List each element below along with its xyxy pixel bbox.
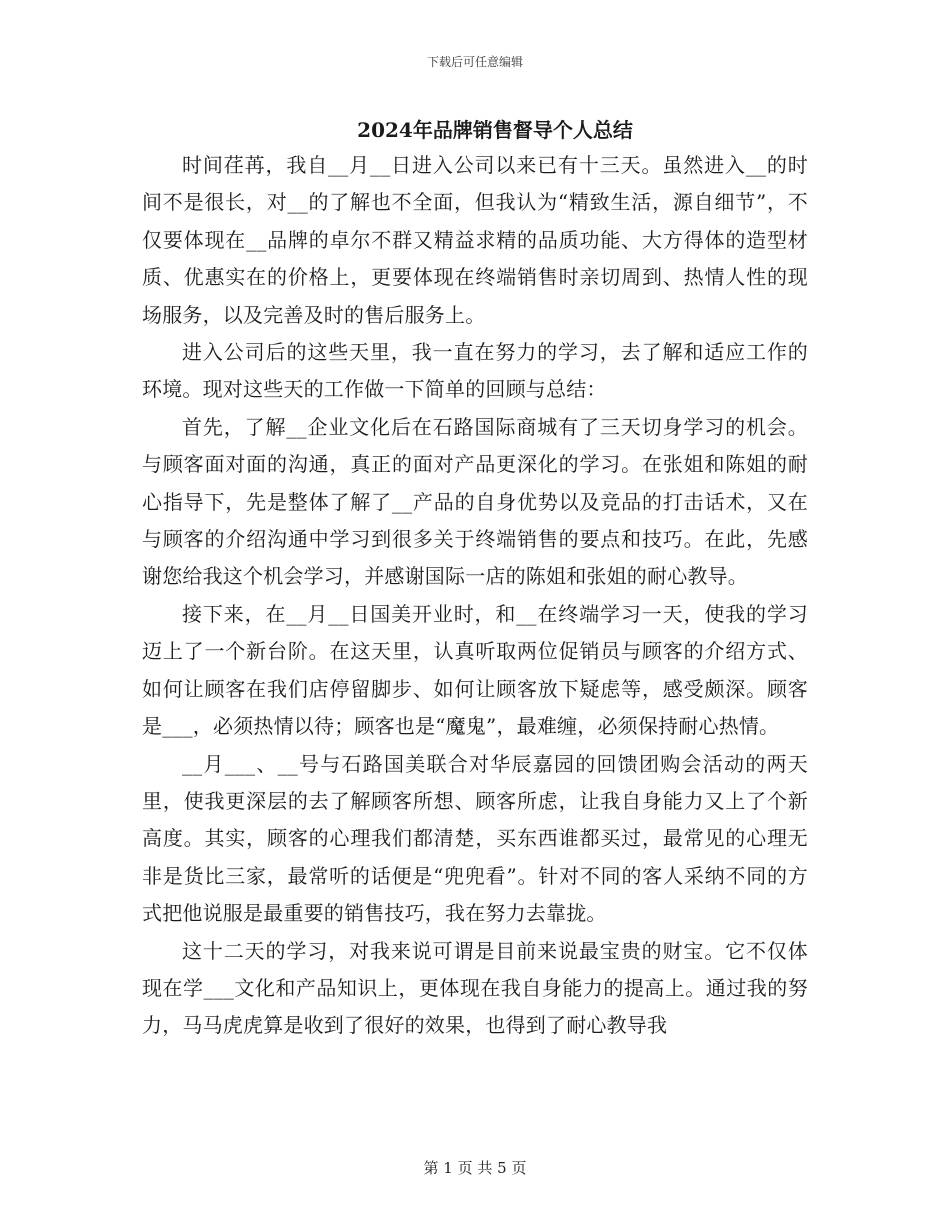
paragraph: 进入公司后的这些天里，我一直在努力的学习，去了解和适应工作的环境。现对这些天的工作做一下简单的回顾与总结： [142,340,808,402]
paragraph: 首先，了解__企业文化后在石路国际商城有了三天切身学习的机会。与顾客面对面的沟通，真正的面对产品更深化的学习。在张姐和陈姐的耐心指导下，先是整体了解了__产品的自身优势以及竞品的打击话术，又在与顾客的介绍沟通中学习到很多关于终端销售的要点和技巧。在此，先感谢您给我这个机会学习，并感谢国际一店的陈姐和张姐的耐心教导。 [142,414,808,589]
paragraph: 这十二天的学习，对我来说可谓是目前来说最宝贵的财宝。它不仅体现在学___文化和产品知识上，更体现在我自身能力的提高上。通过我的努力，马马虎虎算是收到了很好的效果，也得到了耐心教导我 [142,938,808,1038]
document-body [142,147,808,1045]
paragraph: 接下来，在__月__日国美开业时，和__在终端学习一天，使我的学习迈上了一个新台阶。在这天里，认真听取两位促销员与顾客的介绍方式、如何让顾客在我们店停留脚步、如何让顾客放下疑虑等，感受颇深。顾客是___，必须热情以待；顾客也是“魔鬼”，最难缠，必须保持耐心热情。 [142,601,808,739]
page-header-note: 下载后可任意编辑 [426,55,523,69]
page-number: 第 1 页 共 5 页 [423,1159,527,1177]
document-title: 2024年品牌销售督导个人总结 [357,118,633,142]
paragraph: __月___、__号与石路国美联合对华辰嘉园的回馈团购会活动的两天里，使我更深层的去了解顾客所想、顾客所虑，让我自身能力又上了个新高度。其实，顾客的心理我们都清楚，买东西谁都买过，最常见的心理无非是货比三家，最常听的话便是“兜兜看”。针对不同的客人采纳不同的方式把他说服是最重要的销售技巧，我在努力去靠拢。 [142,751,808,926]
paragraph: 时间荏苒，我自__月__日进入公司以来已有十三天。虽然进入__的时间不是很长，对__的了解也不全面，但我认为“精致生活，源自细节”，不仅要体现在__品牌的卓尔不群又精益求精的品质功能、大方得体的造型材质、优惠实在的价格上，更要体现在终端销售时亲切周到、热情人性的现场服务，以及完善及时的售后服务上。 [142,153,808,327]
